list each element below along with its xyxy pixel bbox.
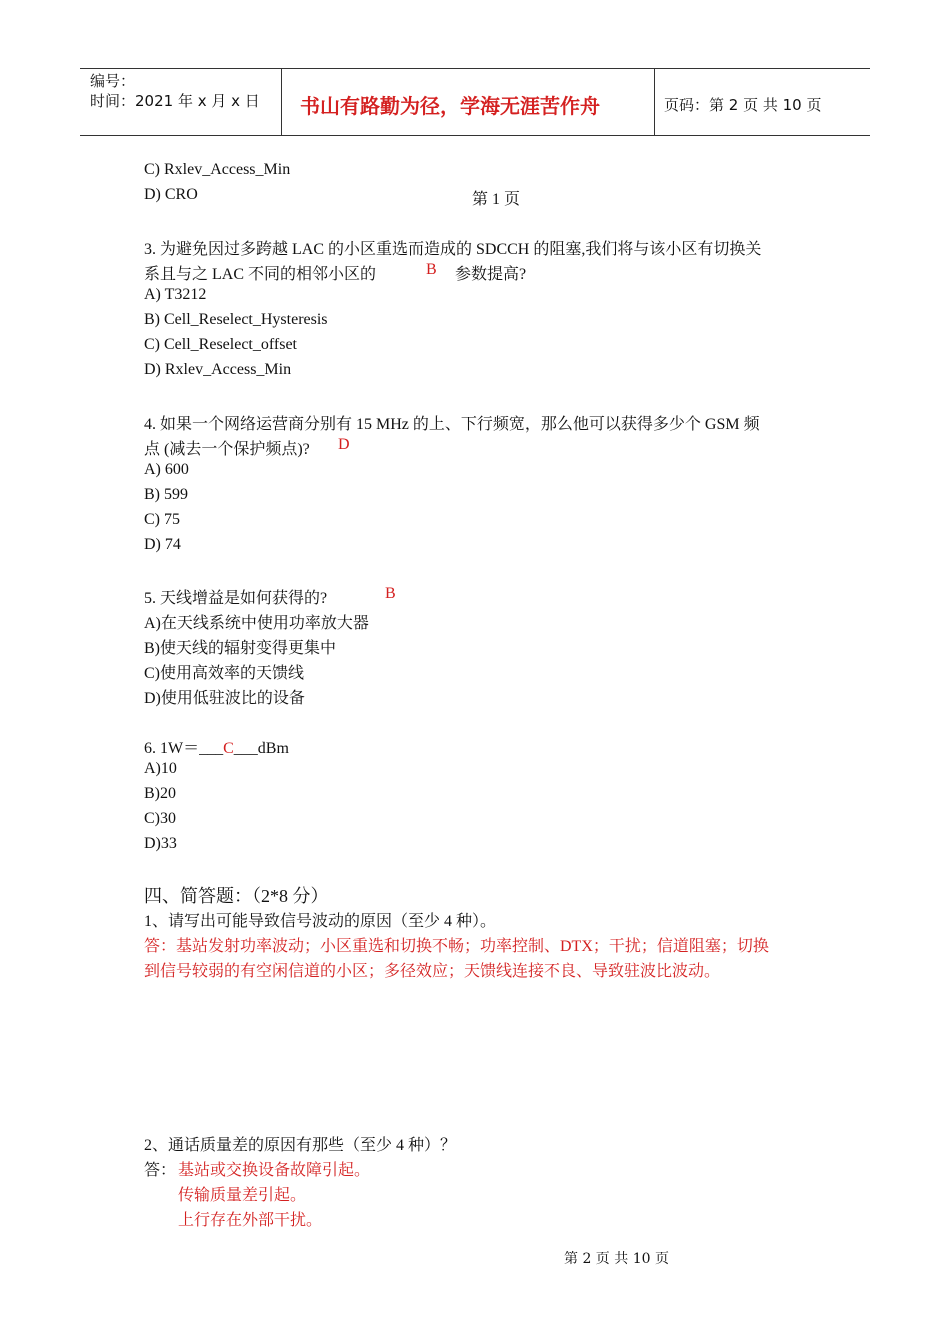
header-number-label: 编号：	[90, 72, 136, 90]
q5-option-d: D)使用低驻波比的设备	[144, 690, 305, 707]
header-page-info: 页码：第 2 页 共 10 页	[664, 96, 822, 114]
prev-option-d: D) CRO	[144, 186, 198, 203]
q3-text-line1: 3. 为避免因过多跨越 LAC 的小区重选而造成的 SDCCH 的阻塞,我们将与该小区有切换关	[144, 241, 762, 258]
q4-option-a: A) 600	[144, 461, 189, 478]
short-q2: 2、通话质量差的原因有那些（至少 4 种）？	[144, 1137, 457, 1154]
q3-option-b: B) Cell_Reselect_Hysteresis	[144, 311, 328, 328]
q6-option-b: B)20	[144, 785, 176, 802]
q4-option-b: B) 599	[144, 486, 188, 503]
q5-option-c: C)使用高效率的天馈线	[144, 665, 305, 682]
q4-answer: D	[338, 436, 350, 453]
q4-option-d: D) 74	[144, 536, 181, 553]
short-a2-line3: 上行存在外部干扰。	[178, 1212, 323, 1229]
q4-option-c: C) 75	[144, 511, 180, 528]
q3-answer: B	[426, 261, 437, 278]
short-a2-line2: 传输质量差引起。	[178, 1187, 307, 1204]
page-footer: 第 2 页 共 10 页	[564, 1251, 669, 1267]
q5-option-a: A)在天线系统中使用功率放大器	[144, 615, 369, 632]
q3-text-line2: 系且与之 LAC 不同的相邻小区的	[144, 266, 377, 283]
q6-text	[144, 735, 289, 758]
q6-answer: C	[223, 740, 234, 757]
header-divider-left	[281, 68, 282, 136]
q6-option-c: C)30	[144, 810, 176, 827]
short-a1-line2: 到信号较弱的有空闲信道的小区；多径效应；天馈线连接不良、导致驻波比波动。	[144, 963, 721, 980]
q3-text-line2-suffix: 参数提高?	[455, 266, 527, 283]
q6-suffix: ___dBm	[233, 740, 289, 757]
header-divider-right	[654, 68, 655, 136]
short-q1: 1、请写出可能导致信号波动的原因（至少 4 种）。	[144, 913, 497, 930]
q6-option-d: D)33	[144, 835, 177, 852]
short-a2-label: 答：	[144, 1162, 177, 1179]
header-top-rule	[80, 68, 870, 69]
q5-text: 5. 天线增益是如何获得的?	[144, 590, 328, 607]
header-bottom-rule	[80, 135, 870, 136]
q3-option-a: A) T3212	[144, 286, 207, 303]
short-a1-line1: 答：基站发射功率波动；小区重选和切换不畅；功率控制、DTX；干扰；信道阻塞；切换	[144, 938, 769, 955]
q6-prefix: 6. 1W＝___	[144, 740, 224, 757]
header-time-label: 时间：2021 年 x 月 x 日	[90, 92, 260, 110]
short-a2-line1: 基站或交换设备故障引起。	[178, 1162, 371, 1179]
q3-option-c: C) Cell_Reselect_offset	[144, 336, 297, 353]
q4-text-line1: 4. 如果一个网络运营商分别有 15 MHz 的上、下行频宽，那么他可以获得多少个 GSM 频	[144, 416, 760, 433]
header-motto: 书山有路勤为径，学海无涯苦作舟	[300, 94, 600, 118]
q6-option-a: A)10	[144, 760, 177, 777]
q3-option-d: D) Rxlev_Access_Min	[144, 361, 292, 378]
section-title: 四、简答题：（2*8 分）	[144, 886, 329, 906]
q5-answer: B	[385, 585, 396, 602]
prev-option-c: C) Rxlev_Access_Min	[144, 161, 291, 178]
page-mark: 第 1 页	[472, 191, 521, 208]
q5-option-b: B)使天线的辐射变得更集中	[144, 640, 337, 657]
q4-text-line2: 点 (减去一个保护频点)?	[144, 441, 310, 458]
